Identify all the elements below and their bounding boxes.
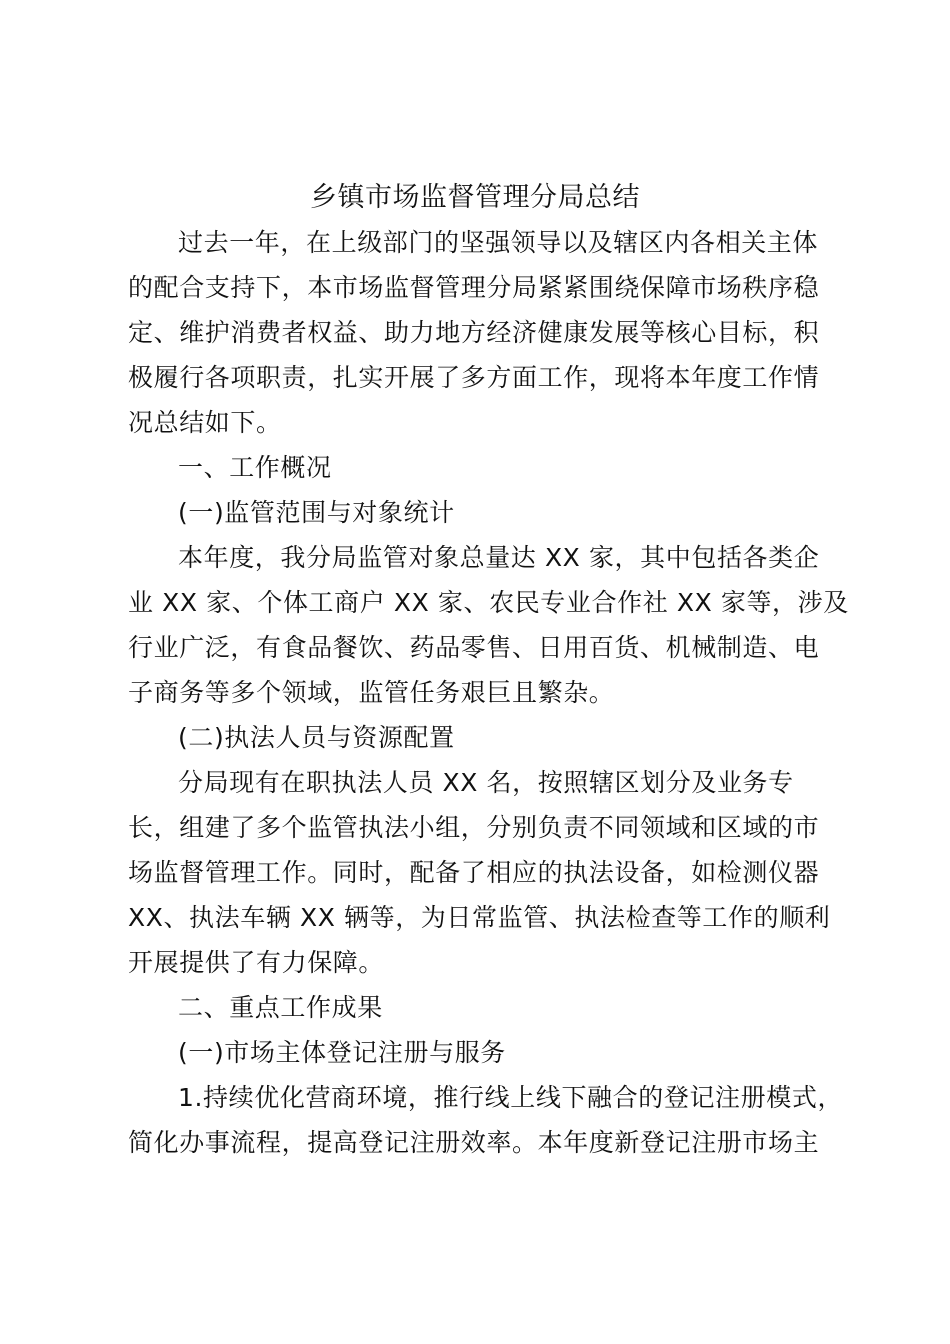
subsection-heading-staff: (二)执法人员与资源配置 [178, 723, 455, 752]
paragraph-line: 定、维护消费者权益、助力地方经济健康发展等核心目标，积 [128, 318, 820, 347]
section-heading-achievements: 二、重点工作成果 [178, 993, 383, 1022]
paragraph-line: 的配合支持下，本市场监督管理分局紧紧围绕保障市场秩序稳 [128, 273, 820, 302]
paragraph-line: 过去一年，在上级部门的坚强领导以及辖区内各相关主体 [178, 228, 819, 257]
section-heading-overview: 一、工作概况 [178, 453, 332, 482]
paragraph-line: 长，组建了多个监管执法小组，分别负责不同领域和区域的市 [128, 813, 820, 842]
paragraph-line: 分局现有在职执法人员 XX 名，按照辖区划分及业务专 [178, 768, 794, 797]
paragraph-line: 极履行各项职责，扎实开展了多方面工作，现将本年度工作情 [128, 363, 820, 392]
paragraph-line: 况总结如下。 [128, 408, 282, 437]
subsection-heading-registration: (一)市场主体登记注册与服务 [178, 1038, 506, 1067]
scope-paragraph [128, 535, 849, 715]
staff-paragraph [128, 760, 831, 985]
paragraph-line: 行业广泛，有食品餐饮、药品零售、日用百货、机械制造、电 [128, 633, 820, 662]
subsection-heading-scope: (一)监管范围与对象统计 [178, 498, 455, 527]
paragraph-line: 本年度，我分局监管对象总量达 XX 家，其中包括各类企 [178, 543, 820, 572]
paragraph-line: 1.持续优化营商环境，推行线上线下融合的登记注册模式， [178, 1083, 844, 1112]
paragraph-line: XX、执法车辆 XX 辆等，为日常监管、执法检查等工作的顺利 [128, 903, 831, 932]
paragraph-line: 业 XX 家、个体工商户 XX 家、农民专业合作社 XX 家等，涉及 [128, 588, 849, 617]
intro-paragraph [128, 220, 822, 445]
paragraph-line: 开展提供了有力保障。 [128, 948, 385, 977]
paragraph-line: 子商务等多个领域，监管任务艰巨且繁杂。 [128, 678, 615, 707]
paragraph-line: 简化办事流程，提高登记注册效率。本年度新登记注册市场主 [128, 1128, 820, 1157]
paragraph-line: 场监督管理工作。同时，配备了相应的执法设备，如检测仪器 [128, 858, 820, 887]
document-title: 乡镇市场监督管理分局总结 [310, 182, 640, 213]
registration-paragraph [128, 1075, 844, 1165]
document-body [128, 175, 849, 1165]
